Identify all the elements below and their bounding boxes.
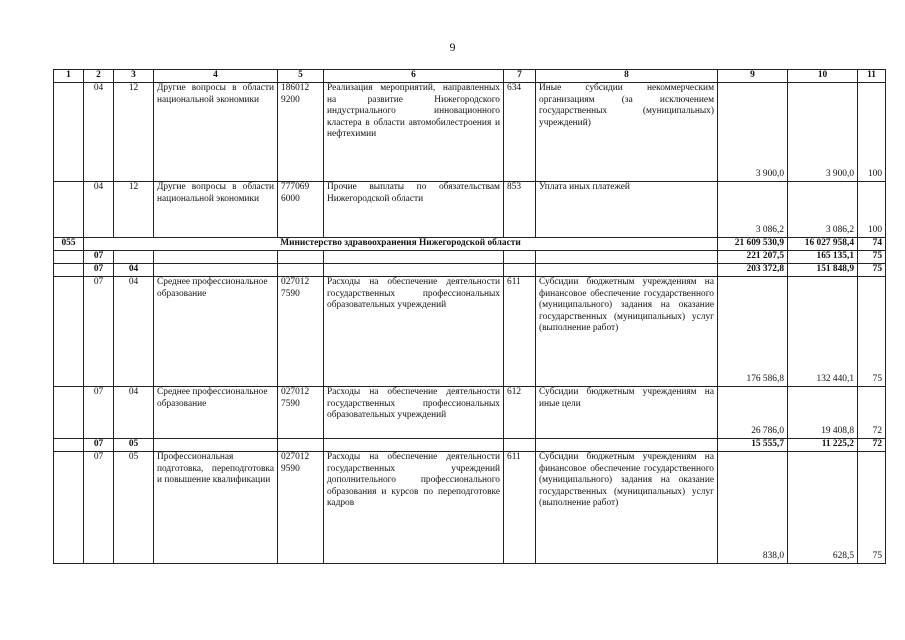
cell-expense-type: 853	[504, 182, 536, 238]
cell-subsection	[114, 251, 154, 264]
cell-expense-name: Субсидии бюджетным учреждениям на иные цели	[536, 387, 718, 439]
header-cell: 3	[114, 70, 154, 83]
header-cell: 8	[536, 70, 718, 83]
cell-percent: 100	[858, 83, 886, 182]
cell-percent: 75	[858, 452, 886, 564]
cell-percent: 75	[858, 264, 886, 277]
cell-subsection: 04	[114, 387, 154, 439]
cell-plan: 15 555,7	[718, 439, 788, 452]
cell-target-article: 777069 6000	[278, 182, 324, 238]
cell-actual: 19 408,8	[788, 387, 858, 439]
cell-percent: 72	[858, 387, 886, 439]
cell-subsection-name: Другие вопросы в области национальной экономики	[154, 83, 278, 182]
cell-ministry	[54, 83, 84, 182]
cell-empty	[504, 264, 536, 277]
cell-target-article: 027012 7590	[278, 387, 324, 439]
table-row	[54, 452, 886, 564]
cell-actual: 628,5	[788, 452, 858, 564]
ministry-total-row	[54, 238, 886, 251]
table-row	[54, 387, 886, 439]
cell-ministry	[54, 182, 84, 238]
cell-subsection: 05	[114, 452, 154, 564]
cell-empty	[154, 439, 278, 452]
ministry-name: Министерство здравоохранения Нижегородской области	[84, 238, 718, 251]
cell-expense-type: 612	[504, 387, 536, 439]
cell-subsection: 12	[114, 83, 154, 182]
cell-empty	[504, 439, 536, 452]
cell-ministry	[54, 439, 84, 452]
cell-actual: 11 225,2	[788, 439, 858, 452]
cell-plan: 3 900,0	[718, 83, 788, 182]
cell-empty	[278, 264, 324, 277]
subsection-total-row	[54, 264, 886, 277]
cell-section: 07	[84, 277, 114, 387]
cell-actual: 151 848,9	[788, 264, 858, 277]
header-row	[54, 70, 886, 83]
cell-plan: 203 372,8	[718, 264, 788, 277]
cell-article-name: Реализация мероприятий, направленных на развитие Нижегородского индустриального инновационного кластера в области автомобилестроения и нефтехимии	[324, 83, 504, 182]
cell-expense-name: Субсидии бюджетным учреждениям на финансовое обеспечение государственного (муниципального) задания на оказание государственных (муниципальных) услуг (выполнение работ)	[536, 277, 718, 387]
cell-section: 07	[84, 264, 114, 277]
cell-subsection: 05	[114, 439, 154, 452]
header-cell: 11	[858, 70, 886, 83]
cell-article-name: Прочие выплаты по обязательствам Нижегородской области	[324, 182, 504, 238]
header-cell: 2	[84, 70, 114, 83]
cell-ministry	[54, 277, 84, 387]
cell-section: 07	[84, 439, 114, 452]
cell-empty	[536, 439, 718, 452]
cell-ministry	[54, 251, 84, 264]
cell-subsection-name: Профессиональная подготовка, переподготовка и повышение квалификации	[154, 452, 278, 564]
cell-subsection-name: Другие вопросы в области национальной экономики	[154, 182, 278, 238]
header-cell: 10	[788, 70, 858, 83]
cell-plan: 26 786,0	[718, 387, 788, 439]
cell-ministry	[54, 452, 84, 564]
cell-expense-name: Уплата иных платежей	[536, 182, 718, 238]
cell-subsection-name: Среднее профессиональное образование	[154, 277, 278, 387]
cell-empty	[154, 251, 278, 264]
cell-expense-name: Иные субсидии некоммерческим организациям (за исключением государственных (муниципальных) учреждений)	[536, 83, 718, 182]
header-cell: 9	[718, 70, 788, 83]
cell-section: 04	[84, 182, 114, 238]
header-cell: 1	[54, 70, 84, 83]
cell-expense-type: 611	[504, 452, 536, 564]
header-cell: 7	[504, 70, 536, 83]
cell-empty	[536, 264, 718, 277]
cell-actual: 16 027 958,4	[788, 238, 858, 251]
cell-section: 07	[84, 452, 114, 564]
ministry-code: 055	[54, 238, 84, 251]
cell-plan: 176 586,8	[718, 277, 788, 387]
cell-empty	[154, 264, 278, 277]
cell-plan: 221 207,5	[718, 251, 788, 264]
cell-plan: 838,0	[718, 452, 788, 564]
table-row	[54, 277, 886, 387]
cell-actual: 3 900,0	[788, 83, 858, 182]
cell-expense-type: 611	[504, 277, 536, 387]
cell-target-article: 027012 9590	[278, 452, 324, 564]
cell-empty	[278, 439, 324, 452]
section-total-row	[54, 251, 886, 264]
cell-article-name: Расходы на обеспечение деятельности государственных учреждений дополнительного профессионального образования и курсов по переподготовке кадров	[324, 452, 504, 564]
cell-percent: 75	[858, 277, 886, 387]
cell-subsection: 04	[114, 277, 154, 387]
header-cell: 4	[154, 70, 278, 83]
cell-expense-type: 634	[504, 83, 536, 182]
page-number: 9	[449, 40, 456, 54]
cell-subsection-name: Среднее профессиональное образование	[154, 387, 278, 439]
cell-percent: 74	[858, 238, 886, 251]
table-row	[54, 182, 886, 238]
cell-section: 04	[84, 83, 114, 182]
cell-empty	[324, 251, 504, 264]
cell-target-article: 027012 7590	[278, 277, 324, 387]
budget-table	[53, 69, 886, 564]
cell-expense-name: Субсидии бюджетным учреждениям на финансовое обеспечение государственного (муниципального) задания на оказание государственных (муниципальных) услуг (выполнение работ)	[536, 452, 718, 564]
cell-target-article: 186012 9200	[278, 83, 324, 182]
cell-empty	[504, 251, 536, 264]
cell-plan: 21 609 530,9	[718, 238, 788, 251]
cell-actual: 132 440,1	[788, 277, 858, 387]
table-row	[54, 83, 886, 182]
cell-percent: 72	[858, 439, 886, 452]
cell-empty	[324, 439, 504, 452]
cell-article-name: Расходы на обеспечение деятельности государственных профессиональных образовательных учреждений	[324, 277, 504, 387]
subsection-total-row	[54, 439, 886, 452]
cell-percent: 75	[858, 251, 886, 264]
cell-section: 07	[84, 251, 114, 264]
header-cell: 5	[278, 70, 324, 83]
cell-empty	[536, 251, 718, 264]
cell-subsection: 12	[114, 182, 154, 238]
cell-section: 07	[84, 387, 114, 439]
cell-plan: 3 086,2	[718, 182, 788, 238]
cell-ministry	[54, 264, 84, 277]
header-cell: 6	[324, 70, 504, 83]
cell-actual: 165 135,1	[788, 251, 858, 264]
cell-ministry	[54, 387, 84, 439]
cell-empty	[278, 251, 324, 264]
cell-percent: 100	[858, 182, 886, 238]
cell-article-name: Расходы на обеспечение деятельности государственных профессиональных образовательных учреждений	[324, 387, 504, 439]
cell-actual: 3 086,2	[788, 182, 858, 238]
cell-subsection: 04	[114, 264, 154, 277]
cell-empty	[324, 264, 504, 277]
